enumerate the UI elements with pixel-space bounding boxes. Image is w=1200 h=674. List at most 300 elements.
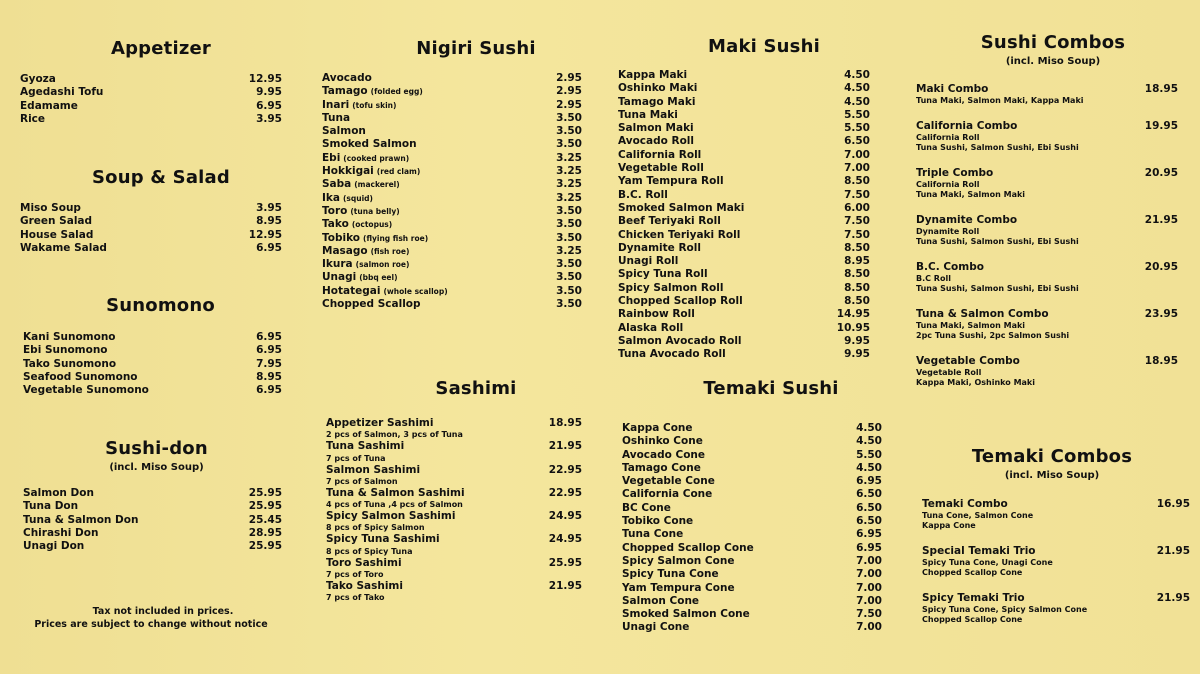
menu-item-row <box>622 502 882 515</box>
menu-item <box>326 440 582 463</box>
item-name <box>618 308 695 321</box>
item-name <box>326 417 433 430</box>
item-price: 12.95 <box>248 73 282 85</box>
item-name-text: Yam Tempura Roll <box>618 175 724 188</box>
item-name <box>322 271 398 284</box>
item-name-text: Dynamite Roll <box>618 241 701 254</box>
item-name <box>326 533 440 546</box>
item-price: 6.50 <box>856 515 882 528</box>
menu-item-row <box>622 568 882 581</box>
menu-item-row <box>618 202 870 215</box>
menu-item <box>622 608 882 621</box>
item-name <box>322 72 372 85</box>
item-name <box>20 202 81 215</box>
item-description: Chopped Scallop Cone <box>922 568 1023 577</box>
item-name <box>23 500 78 513</box>
item-price: 18.95 <box>548 417 582 429</box>
item-name-text: Vegetable Cone <box>622 475 715 488</box>
menu-item <box>23 384 282 397</box>
list-appetizer <box>20 73 282 126</box>
item-name-text: Avocado <box>322 72 372 84</box>
item-price: 3.50 <box>556 138 582 151</box>
item-name <box>618 122 694 135</box>
menu-item <box>618 229 870 242</box>
section-title-sashimi: Sashimi <box>435 378 517 399</box>
item-name <box>322 218 392 231</box>
item-name <box>922 544 1036 558</box>
menu-item-row <box>326 440 582 453</box>
item-name-text: Oshinko Maki <box>618 82 698 95</box>
item-name <box>322 232 428 245</box>
item-price: 18.95 <box>1144 83 1178 95</box>
menu-item-row <box>622 528 882 541</box>
menu-item-row <box>622 462 882 475</box>
menu-item <box>916 354 1178 388</box>
menu-item <box>622 502 882 515</box>
item-name <box>322 285 448 298</box>
menu-item-row <box>618 308 870 321</box>
menu-item-row <box>322 298 582 311</box>
item-name <box>322 125 366 138</box>
menu-item-row <box>916 260 1178 274</box>
item-name <box>322 112 350 125</box>
menu-item-row <box>618 135 870 148</box>
item-name-text: Ebi <box>322 151 341 164</box>
item-description: 7 pcs of Tako <box>326 593 385 603</box>
item-description: Tuna Maki, Salmon Maki <box>916 190 1026 199</box>
item-name <box>322 245 409 258</box>
item-name <box>322 99 396 112</box>
menu-item-row <box>618 149 870 162</box>
item-price: 3.50 <box>556 218 582 231</box>
item-name <box>916 119 1017 133</box>
item-name <box>922 497 1008 511</box>
item-price: 5.50 <box>856 448 882 461</box>
menu-item-row <box>326 510 582 523</box>
menu-item <box>23 371 282 384</box>
item-note: (bbq eel) <box>359 273 398 283</box>
item-name <box>618 202 744 215</box>
menu-item <box>622 568 882 581</box>
item-price: 12.95 <box>248 228 282 241</box>
item-name-text: Miso Soup <box>20 202 81 214</box>
item-name <box>20 86 103 99</box>
menu-item-row <box>23 344 282 357</box>
item-note: (whole scallop) <box>383 286 448 296</box>
item-name <box>322 258 409 271</box>
item-note: (mackerel) <box>354 180 400 190</box>
menu-item <box>916 307 1178 341</box>
item-name <box>622 621 689 634</box>
item-name <box>20 73 56 86</box>
menu-item <box>322 112 582 125</box>
item-name-text: Kani Sunomono <box>23 331 116 343</box>
item-price: 3.50 <box>556 271 582 284</box>
item-name <box>326 440 404 453</box>
item-name-text: Alaska Roll <box>618 321 684 334</box>
item-note: (squid) <box>342 193 373 203</box>
item-name <box>916 307 1049 321</box>
menu-item <box>622 488 882 501</box>
item-name <box>20 113 45 126</box>
item-name-text: Tuna Avocado Roll <box>618 348 726 361</box>
item-price: 24.95 <box>548 510 582 523</box>
item-name <box>622 582 735 595</box>
menu-item-row <box>618 175 870 188</box>
item-name <box>622 542 754 555</box>
item-name <box>618 162 704 175</box>
item-price: 3.50 <box>556 111 582 124</box>
item-name <box>622 608 750 621</box>
item-name-text: Tuna & Salmon Sashimi <box>326 486 465 499</box>
item-price: 5.50 <box>844 108 870 121</box>
menu-item <box>618 242 870 255</box>
menu-item-row <box>322 165 582 178</box>
menu-item <box>20 113 282 126</box>
item-price: 20.95 <box>1144 261 1178 273</box>
menu-item <box>326 487 582 510</box>
item-description: 4 pcs of Tuna ,4 pcs of Salmon <box>326 500 463 510</box>
section-temaki <box>622 378 882 635</box>
menu-item <box>326 580 582 603</box>
item-name-text: Special Temaki Trio <box>922 545 1036 557</box>
item-name <box>916 82 988 96</box>
item-name-text: Kappa Maki <box>618 69 688 81</box>
item-price: 20.95 <box>1144 167 1178 179</box>
menu-item-row <box>622 608 882 621</box>
menu-item <box>916 213 1178 247</box>
menu-item-row <box>322 152 582 165</box>
item-price: 2.95 <box>556 98 582 111</box>
menu-item <box>618 162 870 175</box>
item-name-text: Yam Tempura Cone <box>622 581 735 594</box>
item-name <box>916 260 984 274</box>
menu-item <box>618 335 870 348</box>
item-description: Vegetable Roll <box>916 368 982 377</box>
menu-item-row <box>326 557 582 570</box>
section-sushi-combos <box>916 32 1180 401</box>
menu-item <box>622 582 882 595</box>
item-name <box>618 229 740 242</box>
item-name <box>618 268 708 281</box>
menu-item <box>23 487 282 500</box>
menu-item <box>322 258 582 271</box>
section-title-maki: Maki Sushi <box>708 36 820 57</box>
item-name-text: Agedashi Tofu <box>20 86 104 99</box>
menu-item-row <box>922 544 1190 558</box>
menu-item-row <box>23 514 282 527</box>
menu-item-row <box>916 166 1178 180</box>
item-name-text: Vegetable Roll <box>618 162 704 175</box>
menu-item <box>322 205 582 218</box>
item-price: 9.95 <box>844 348 870 361</box>
item-name <box>622 475 715 488</box>
menu-item-row <box>322 271 582 284</box>
item-description: Tuna Sushi, Salmon Sushi, Ebi Sushi <box>916 237 1079 246</box>
item-name-text: Salmon Don <box>23 487 94 499</box>
item-name-text: Triple Combo <box>916 167 994 179</box>
menu-item-row <box>322 192 582 205</box>
menu-item-row <box>618 282 870 295</box>
item-price: 25.95 <box>548 556 582 569</box>
item-price: 3.50 <box>556 284 582 297</box>
item-name <box>23 358 116 371</box>
item-price: 19.95 <box>1144 120 1178 132</box>
item-description: Tuna Maki, Salmon Maki <box>916 321 1026 330</box>
item-name-text: Spicy Temaki Trio <box>922 592 1025 604</box>
list-sunomono <box>23 331 282 397</box>
menu-item <box>322 165 582 178</box>
item-price: 6.50 <box>856 488 882 501</box>
menu-item-row <box>326 580 582 593</box>
menu-item-row <box>20 113 282 126</box>
item-name-text: Unagi Cone <box>622 621 690 634</box>
item-note: (tofu skin) <box>352 100 397 110</box>
menu-item-row <box>618 295 870 308</box>
section-title-sushi-combos: Sushi Combos <box>980 32 1126 53</box>
item-price: 3.50 <box>556 125 582 138</box>
item-price: 7.00 <box>856 568 882 581</box>
item-name-text: California Cone <box>622 488 713 501</box>
item-price: 8.95 <box>256 370 282 383</box>
menu-item <box>20 229 282 242</box>
item-price: 7.95 <box>256 357 282 370</box>
menu-item <box>322 271 582 284</box>
menu-item <box>618 149 870 162</box>
item-price: 21.95 <box>1144 214 1178 226</box>
disclaimer-change: Prices are subject to change without notice <box>34 618 268 630</box>
item-name <box>326 557 402 570</box>
item-price: 23.95 <box>1144 308 1178 320</box>
menu-item <box>622 449 882 462</box>
item-name-text: Tako Sashimi <box>326 580 403 593</box>
menu-item <box>622 621 882 634</box>
item-note: (tuna belly) <box>350 206 400 216</box>
menu-item-row <box>23 487 282 500</box>
item-name-text: Smoked Salmon Maki <box>618 201 745 214</box>
item-price: 21.95 <box>1156 545 1190 557</box>
item-name <box>916 354 1020 368</box>
item-name-text: Unagi Roll <box>618 255 679 268</box>
menu-item <box>622 555 882 568</box>
item-name-text: Tuna Don <box>23 500 79 513</box>
menu-item <box>618 348 870 361</box>
item-price: 28.95 <box>248 526 282 539</box>
item-price: 4.50 <box>856 422 882 434</box>
list-soup-salad <box>20 202 282 255</box>
item-name <box>23 527 98 540</box>
list-temaki-combos <box>922 497 1190 625</box>
item-name-text: Salmon <box>322 125 366 138</box>
menu-item <box>23 514 282 527</box>
item-name <box>916 213 1017 227</box>
item-name <box>618 215 721 228</box>
item-price: 8.50 <box>844 295 870 308</box>
menu-item-row <box>23 500 282 513</box>
item-price: 3.50 <box>556 298 582 311</box>
item-name-text: Smoked Salmon <box>322 138 417 151</box>
menu-item-row <box>618 189 870 202</box>
menu-item <box>622 515 882 528</box>
item-price: 5.50 <box>844 122 870 135</box>
item-name-text: Salmon Cone <box>622 594 700 607</box>
item-description: 8 pcs of Spicy Salmon <box>326 523 425 533</box>
menu-item-row <box>622 542 882 555</box>
item-price: 21.95 <box>1156 592 1190 604</box>
item-name-text: Vegetable Combo <box>916 355 1020 367</box>
item-price: 4.50 <box>844 82 870 95</box>
menu-item <box>618 96 870 109</box>
item-name-text: House Salad <box>20 228 94 241</box>
item-name <box>618 82 697 95</box>
item-price: 3.25 <box>556 191 582 204</box>
item-description: 7 pcs of Salmon <box>326 476 398 486</box>
menu-item <box>20 215 282 228</box>
menu-item <box>23 344 282 357</box>
item-description: Spicy Tuna Cone, Unagi Cone <box>922 558 1053 567</box>
item-name-text: Saba <box>322 178 352 191</box>
item-price: 7.50 <box>856 608 882 621</box>
menu-item <box>20 86 282 99</box>
item-name <box>20 229 93 242</box>
item-name-text: Masago <box>322 244 368 257</box>
item-price: 4.50 <box>856 461 882 474</box>
item-name-text: Unagi <box>322 271 357 284</box>
item-price: 8.50 <box>844 268 870 281</box>
menu-item <box>618 122 870 135</box>
item-name-text: Tobiko Cone <box>622 515 694 528</box>
item-name-text: Kappa Cone <box>622 422 693 434</box>
item-name <box>618 189 668 202</box>
section-sashimi <box>326 378 582 603</box>
item-name-text: Salmon Maki <box>618 122 694 135</box>
menu-item <box>618 322 870 335</box>
section-appetizer <box>20 38 282 126</box>
menu-item-row <box>922 497 1190 511</box>
section-temaki-combos <box>922 446 1190 638</box>
menu-item <box>20 100 282 113</box>
item-name-text: Tuna Maki <box>618 108 678 121</box>
item-name <box>622 462 701 475</box>
item-name-text: Tako <box>322 218 349 231</box>
item-name-text: Inari <box>322 98 350 111</box>
item-note: (flying fish roe) <box>363 233 429 243</box>
item-name <box>326 580 403 593</box>
item-name-text: Beef Teriyaki Roll <box>618 215 721 228</box>
item-name-text: Rainbow Roll <box>618 308 695 321</box>
menu-item <box>322 232 582 245</box>
item-description: 7 pcs of Toro <box>326 570 384 580</box>
menu-item <box>922 497 1190 531</box>
menu-item <box>20 202 282 215</box>
item-name-text: Wakame Salad <box>20 241 107 254</box>
menu-item-row <box>618 335 870 348</box>
item-name-text: Smoked Salmon Cone <box>622 608 750 621</box>
menu-item <box>618 308 870 321</box>
menu-item <box>618 175 870 188</box>
section-title-temaki-combos: Temaki Combos <box>971 446 1133 467</box>
item-name-text: Salmon Avocado Roll <box>618 334 742 347</box>
menu-item-row <box>23 371 282 384</box>
section-nigiri <box>322 38 582 311</box>
item-price: 6.50 <box>844 135 870 148</box>
item-name <box>622 528 683 541</box>
menu-item-row <box>622 595 882 608</box>
menu-item-row <box>618 162 870 175</box>
menu-item <box>322 285 582 298</box>
menu-item-row <box>618 322 870 335</box>
menu-item <box>322 85 582 98</box>
item-note: (octopus) <box>351 220 393 230</box>
item-name <box>622 422 693 435</box>
menu-item <box>326 533 582 556</box>
item-price: 6.00 <box>844 201 870 214</box>
item-name <box>322 85 423 98</box>
item-name-text: Green Salad <box>20 215 93 228</box>
item-name <box>622 555 734 568</box>
section-sunomono <box>23 295 282 397</box>
menu-item-row <box>326 464 582 477</box>
menu-item-row <box>326 533 582 546</box>
menu-item-row <box>322 205 582 218</box>
menu-item-row <box>622 422 882 435</box>
section-title-appetizer: Appetizer <box>110 38 212 59</box>
menu-item <box>622 542 882 555</box>
item-description: 7 pcs of Tuna <box>326 453 386 463</box>
item-name-text: Tuna <box>322 111 351 124</box>
menu-item <box>618 69 870 82</box>
item-name-text: Spicy Tuna Sashimi <box>326 533 440 546</box>
menu-item <box>23 500 282 513</box>
item-name <box>922 591 1025 605</box>
section-title-nigiri: Nigiri Sushi <box>416 38 536 59</box>
item-name-text: Edamame <box>20 99 78 112</box>
menu-item-row <box>322 285 582 298</box>
list-nigiri <box>322 72 582 311</box>
item-name <box>618 322 683 335</box>
item-name-text: Ebi Sunomono <box>23 344 108 357</box>
item-note: (cooked prawn) <box>343 153 410 163</box>
menu-item-row <box>622 621 882 634</box>
item-description: Tuna Cone, Salmon Cone <box>922 511 1034 520</box>
item-name-text: Gyoza <box>20 73 56 85</box>
menu-item-row <box>326 487 582 500</box>
menu-item <box>916 119 1178 153</box>
menu-item-row <box>322 218 582 231</box>
menu-item-row <box>618 82 870 95</box>
item-price: 6.95 <box>856 528 882 541</box>
menu-item <box>618 82 870 95</box>
item-description: 2 pcs of Salmon, 3 pcs of Tuna <box>326 430 463 440</box>
item-name <box>326 464 420 477</box>
item-price: 2.95 <box>556 72 582 84</box>
item-name-text: Tuna Sashimi <box>326 440 405 453</box>
item-price: 9.95 <box>844 334 870 347</box>
menu-item <box>618 282 870 295</box>
item-name <box>618 348 726 361</box>
menu-item-row <box>618 268 870 281</box>
menu-item <box>916 166 1178 200</box>
item-name <box>326 487 465 500</box>
menu-item-row <box>23 358 282 371</box>
item-name <box>622 515 693 528</box>
item-name-text: Chopped Scallop Cone <box>622 541 754 554</box>
item-price: 3.95 <box>256 112 282 125</box>
menu-item-row <box>322 232 582 245</box>
item-price: 3.25 <box>556 244 582 257</box>
item-price: 3.25 <box>556 151 582 164</box>
menu-item-row <box>20 86 282 99</box>
